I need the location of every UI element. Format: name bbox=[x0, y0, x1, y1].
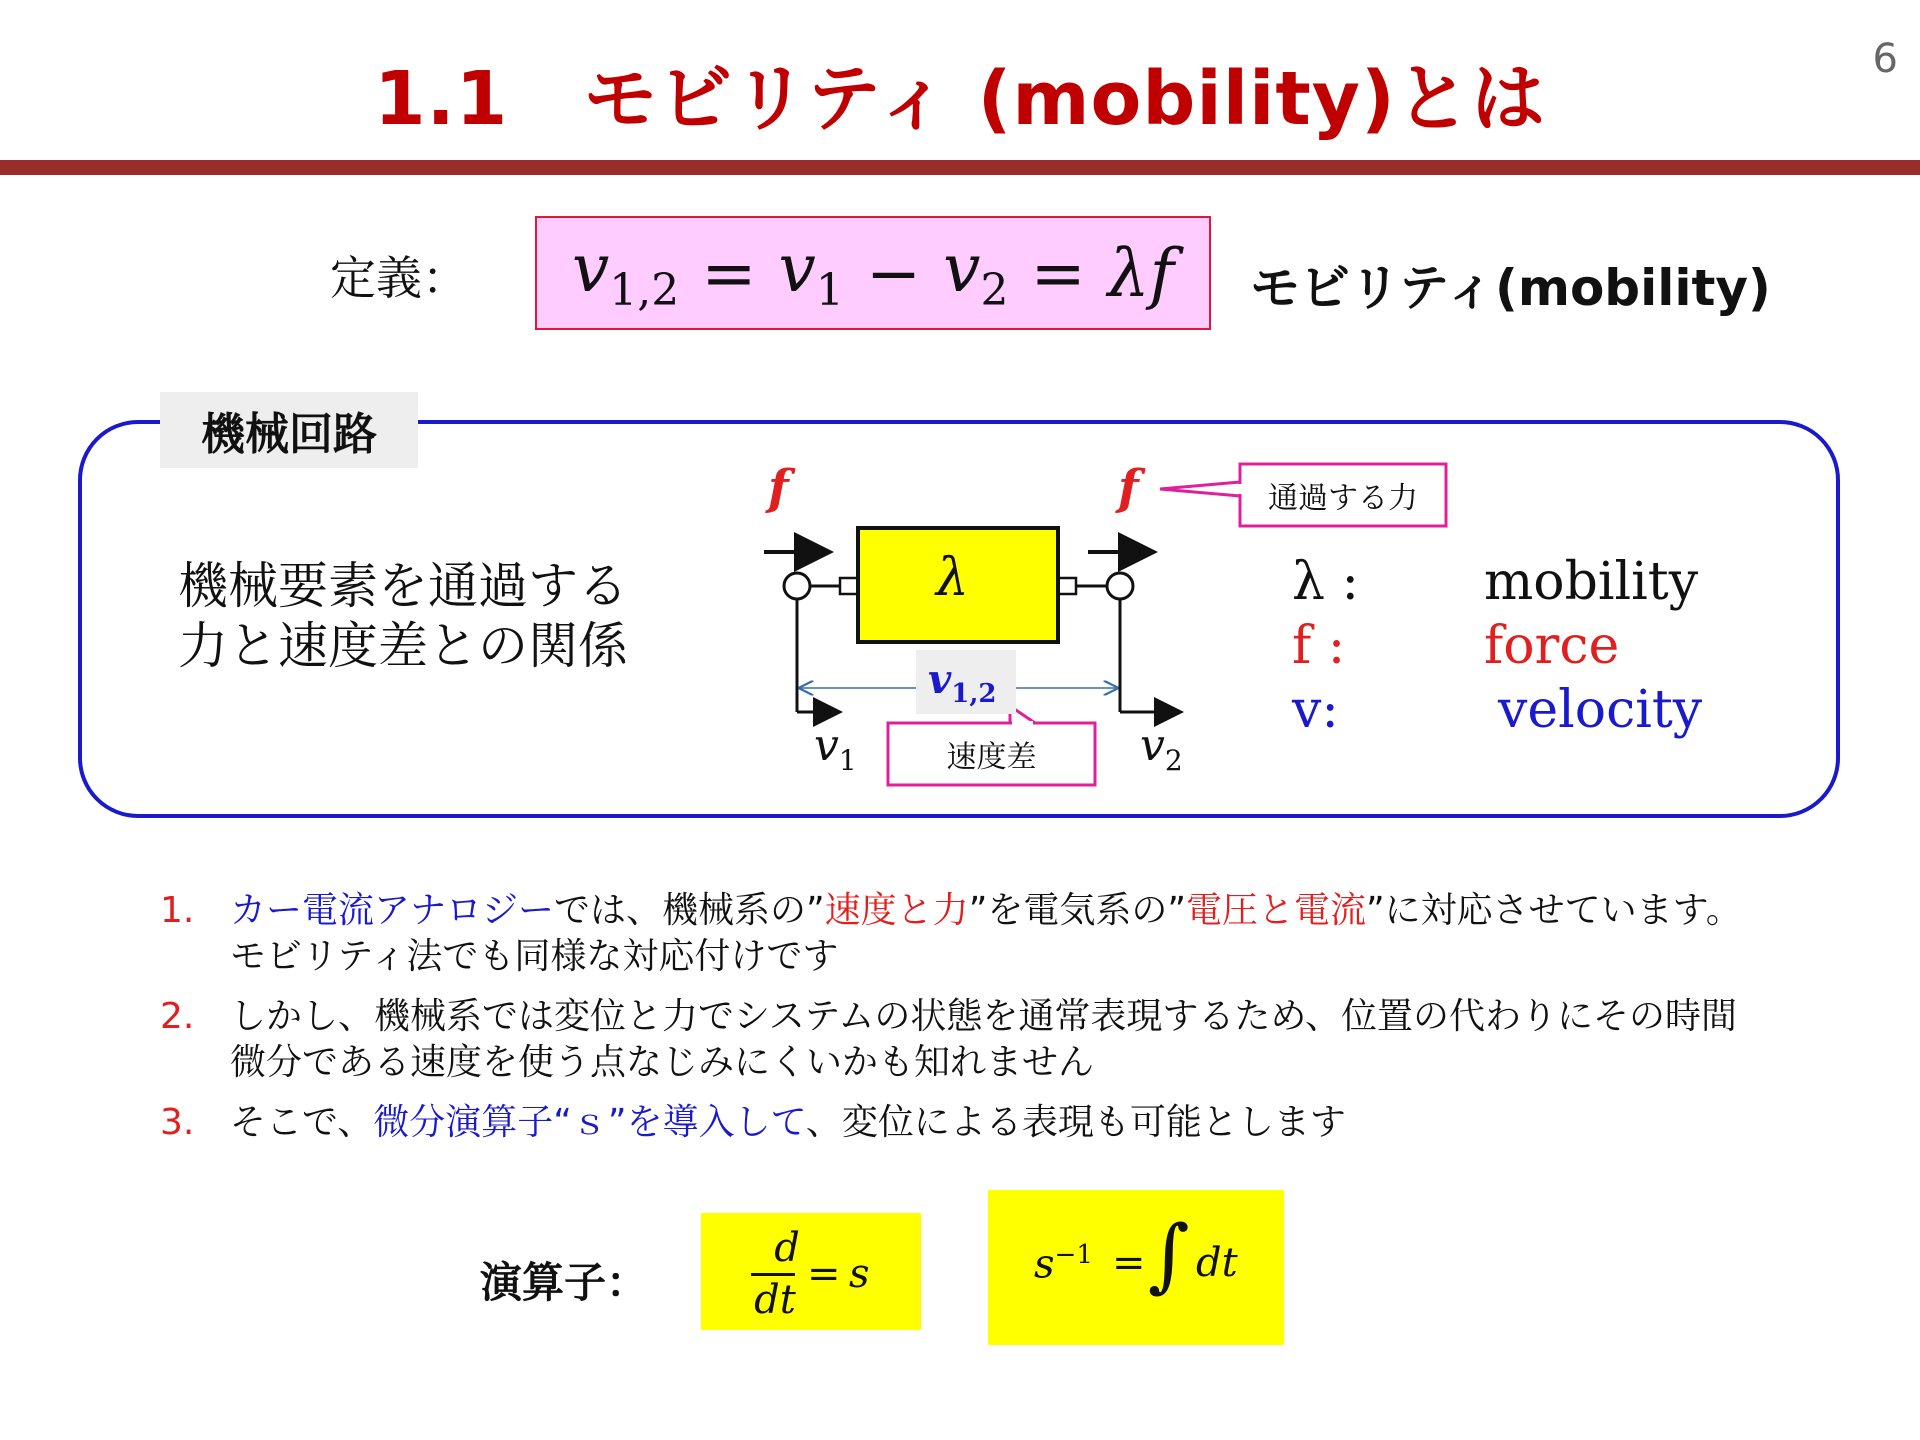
formula-v12: $v_{1,2}$ bbox=[571, 229, 680, 317]
force-label-left: f bbox=[768, 460, 789, 516]
note-3-line1: そこで、微分演算子“ｓ”を導入して、変位による表現も可能とします bbox=[230, 1102, 1346, 1143]
formula-lambda-f: λf bbox=[1107, 234, 1175, 312]
note-item-3 bbox=[160, 1100, 1860, 1146]
note-item-2 bbox=[160, 994, 1860, 1086]
note-item-1 bbox=[160, 888, 1860, 980]
element-symbol: λ bbox=[936, 548, 969, 608]
integral-rhs: dt bbox=[1196, 1240, 1238, 1286]
note-2-line1: しかし、機械系では変位と力でシステムの状態を通常表現するため、位置の代わりにその時間 bbox=[230, 996, 1737, 1037]
note-2-line2: 微分である速度を使う点なじみにくいかも知れません bbox=[230, 1042, 1095, 1083]
integral-operator-box bbox=[988, 1190, 1284, 1345]
definition-formula bbox=[537, 218, 1209, 328]
note-number: 2. bbox=[160, 996, 195, 1037]
derivative-equals: = bbox=[807, 1251, 841, 1297]
velocity-callout-text: 速度差 bbox=[946, 740, 1037, 775]
derivative-operator-box bbox=[701, 1213, 921, 1330]
operator-label: 演算子： bbox=[480, 1258, 649, 1307]
legend-lambda-meaning: mobility bbox=[1484, 552, 1699, 612]
note-number: 3. bbox=[160, 1102, 195, 1143]
notes-list bbox=[160, 888, 1860, 1160]
connector-right bbox=[1058, 578, 1076, 594]
circuit-description-line1: 機械要素を通過する bbox=[178, 557, 628, 615]
note-number: 1. bbox=[160, 890, 195, 931]
integral-equals: = bbox=[1112, 1240, 1146, 1286]
legend-f-symbol: f : bbox=[1292, 616, 1346, 676]
legend-v-symbol: v: bbox=[1292, 680, 1339, 740]
note-1-line2: モビリティ法でも同様な対応付けです bbox=[230, 936, 839, 977]
formula-minus: − bbox=[865, 234, 922, 312]
derivative-numerator: d bbox=[774, 1225, 800, 1271]
v1-label: $v_1$ bbox=[814, 720, 857, 777]
page-number: 6 bbox=[1872, 36, 1898, 82]
mobility-element-diagram bbox=[740, 440, 1480, 810]
formula-equals: = bbox=[701, 234, 757, 312]
v2-label: $v_2$ bbox=[1140, 720, 1183, 777]
formula-v1: $v_1$ bbox=[778, 229, 844, 317]
circuit-section-label: 機械回路 bbox=[160, 392, 418, 468]
connector-left bbox=[840, 578, 858, 594]
fraction-bar bbox=[751, 1273, 795, 1276]
slide-title: 1.1 モビリティ (mobility)とは bbox=[374, 56, 1546, 142]
terminal-left bbox=[784, 573, 810, 599]
legend-f-meaning: force bbox=[1484, 616, 1620, 676]
legend-lambda-symbol: λ : bbox=[1292, 552, 1360, 612]
derivative-rhs: s bbox=[849, 1251, 870, 1297]
integral-sign: ∫ bbox=[1148, 1208, 1190, 1301]
terminal-right bbox=[1107, 573, 1133, 599]
circuit-description-line2: 力と速度差との関係 bbox=[178, 617, 628, 675]
legend-v-meaning: velocity bbox=[1498, 680, 1703, 740]
integral-lhs: $s^{-1}$ bbox=[1034, 1240, 1093, 1288]
derivative-denominator: dt bbox=[754, 1277, 796, 1323]
formula-equals-2: = bbox=[1030, 234, 1086, 312]
definition-label: 定義： bbox=[330, 251, 468, 305]
note-1-line1: カー電流アナロジーでは、機械系の”速度と力”を電気系の”電圧と電流”に対応させています。 bbox=[230, 890, 1742, 931]
force-label-right: f bbox=[1118, 460, 1139, 516]
circuit-description bbox=[178, 556, 628, 676]
definition-formula-box bbox=[535, 216, 1211, 330]
formula-v2: $v_2$ bbox=[943, 229, 1009, 317]
definition-name: モビリティ(mobility) bbox=[1250, 259, 1771, 317]
force-callout-pointer bbox=[1160, 482, 1240, 496]
force-callout-text: 通過する力 bbox=[1268, 481, 1418, 516]
title-divider bbox=[0, 160, 1920, 175]
velocity-diff-label: $v_{1,2}$ bbox=[928, 656, 997, 709]
